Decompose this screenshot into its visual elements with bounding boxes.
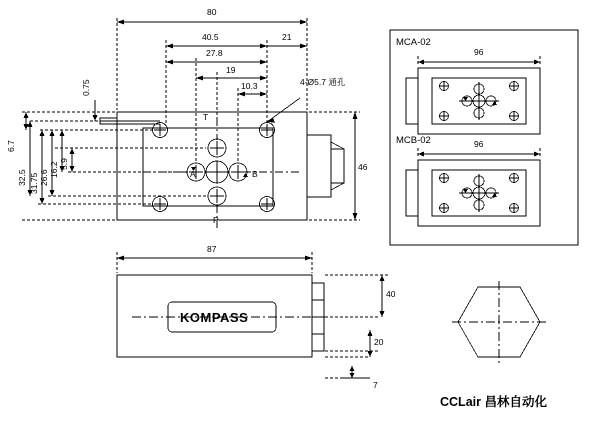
port-label-t: T	[203, 112, 209, 122]
dim-label-87: 87	[207, 244, 217, 254]
dim-label-46: 46	[358, 162, 368, 172]
dim-label-6-7: 6.7	[6, 140, 16, 152]
view-label-mcb-02: MCB-02	[396, 135, 431, 146]
dim-label-21: 21	[282, 32, 292, 42]
dim-label-mca-96: 96	[474, 47, 484, 57]
dim-label-10-3: 10.3	[241, 81, 258, 91]
dim-label-26-6: 26.6	[39, 169, 49, 186]
view-label-mca-02: MCA-02	[396, 37, 431, 48]
dim-label-0-75: 0.75	[81, 79, 91, 96]
dim-label-80: 80	[207, 7, 217, 17]
dim-label-31-75: 31.75	[29, 172, 39, 194]
dim-label-32-5: 32.5	[17, 169, 27, 186]
note-4-through-holes: 4-Ø5.7 通孔	[300, 77, 346, 87]
dim-label-20: 20	[374, 337, 384, 347]
port-label-b: B	[252, 169, 258, 179]
port-label-p: P	[213, 215, 219, 225]
dim-label-40: 40	[386, 289, 396, 299]
dim-label-40-5: 40.5	[202, 32, 219, 42]
brand-nameplate-text: KOMPASS	[180, 310, 249, 325]
port-label-a: A	[190, 169, 196, 179]
dim-label-mcb-96: 96	[474, 139, 484, 149]
dim-label-5-9: 5.9	[59, 158, 69, 170]
watermark-text: CCLair 昌林自动化	[440, 395, 547, 409]
dim-label-19: 19	[226, 65, 236, 75]
dim-label-16-2: 16.2	[49, 161, 59, 178]
dim-label-7: 7	[373, 380, 378, 390]
dim-label-27-8: 27.8	[206, 48, 223, 58]
